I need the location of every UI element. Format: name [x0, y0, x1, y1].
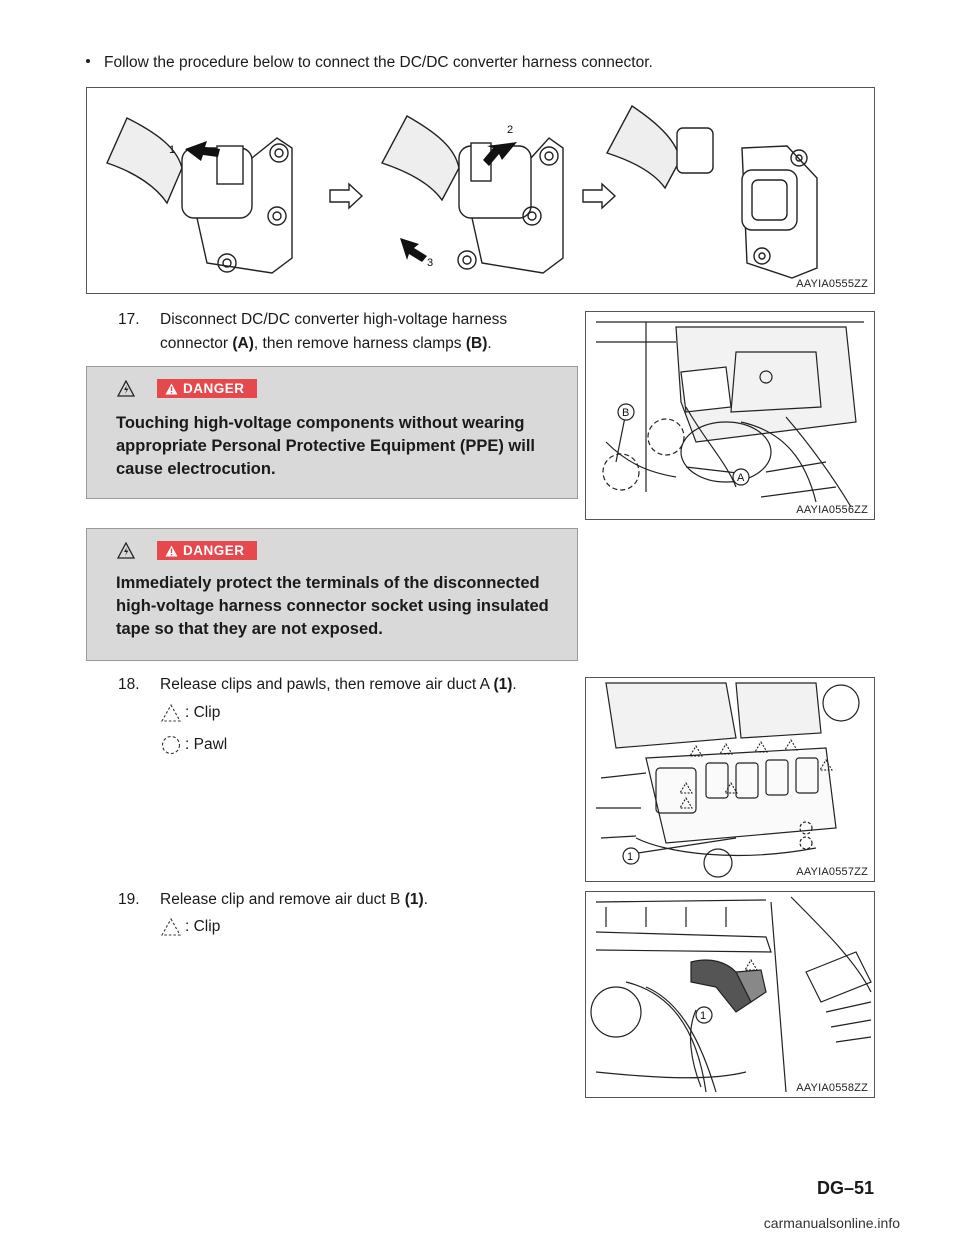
warning-icon	[165, 545, 178, 557]
figure-code: AAYIA0558ZZ	[796, 1082, 868, 1094]
danger-badge	[157, 541, 257, 560]
danger-box-ppe	[86, 366, 578, 499]
intro-text: Follow the procedure below to connect the DC/DC converter harness connector.	[104, 54, 653, 71]
high-voltage-icon	[117, 380, 135, 398]
danger-line: Immediately protect the terminals of the disconnected	[116, 574, 540, 592]
danger-line: high-voltage harness connector socket using insulated	[116, 597, 549, 615]
step-text	[118, 673, 558, 697]
step-17-line2	[160, 332, 558, 356]
danger-header	[117, 379, 257, 398]
danger-label: DANGER	[183, 381, 245, 396]
text: connector	[160, 335, 233, 352]
legend-text: : Clip	[185, 704, 221, 721]
clip-symbol-icon	[161, 704, 181, 722]
page-number: DG–51	[816, 1178, 874, 1198]
danger-line: tape so that they are not exposed.	[116, 620, 383, 638]
danger-box-terminals	[86, 528, 578, 661]
figure-code: AAYIA0555ZZ	[796, 278, 868, 290]
step-number: 18.	[118, 676, 140, 693]
legend-clip	[161, 704, 220, 722]
step-19	[118, 888, 558, 912]
text: .	[423, 891, 428, 908]
ref-b: (B)	[465, 335, 488, 352]
callout-1: 1	[169, 144, 176, 156]
text: , then remove harness clamps	[253, 335, 466, 352]
step-text	[118, 888, 558, 912]
danger-badge	[157, 379, 257, 398]
step-17	[118, 308, 558, 356]
danger-line: Touching high-voltage components without wearing	[116, 414, 525, 432]
step-number: 19.	[118, 891, 140, 908]
ref-1: (1)	[404, 891, 424, 908]
legend-clip-19	[161, 918, 220, 936]
air-duct-a-illustration	[586, 678, 874, 881]
danger-line: appropriate Personal Protective Equipment (PPE) will	[116, 437, 536, 455]
step-number: 17.	[118, 311, 140, 328]
danger-text	[116, 412, 557, 481]
legend-text: : Clip	[185, 918, 221, 935]
danger-label: DANGER	[183, 543, 245, 558]
intro-bullet	[86, 54, 653, 72]
bullet-dot	[86, 59, 90, 63]
callout-3: 3	[427, 257, 434, 269]
text: .	[512, 676, 517, 693]
clip-symbol-icon	[161, 918, 181, 936]
ref-a: (A)	[232, 335, 254, 352]
step-text	[118, 308, 558, 356]
legend-pawl	[161, 735, 227, 755]
legend-text: : Pawl	[185, 736, 228, 753]
figure-code: AAYIA0557ZZ	[796, 866, 868, 878]
watermark: carmanualsonline.info	[763, 1215, 900, 1231]
callout-a: A	[737, 472, 745, 484]
callout-2: 2	[507, 124, 514, 136]
harness-connector-illustration	[586, 312, 874, 519]
warning-icon	[165, 383, 178, 395]
step-18	[118, 673, 558, 697]
callout-1: 1	[700, 1010, 707, 1022]
text: Release clips and pawls, then remove air duct A	[160, 676, 494, 693]
figure-harness-connector	[585, 311, 875, 520]
danger-line: cause electrocution.	[116, 460, 276, 478]
air-duct-b-illustration	[586, 892, 874, 1097]
step-17-line1: Disconnect DC/DC converter high-voltage harness	[160, 311, 508, 328]
connector-procedure-illustration	[87, 88, 874, 293]
text: .	[487, 335, 492, 352]
figure-air-duct-b	[585, 891, 875, 1098]
high-voltage-icon	[117, 542, 135, 560]
figure-air-duct-a	[585, 677, 875, 882]
text: Release clip and remove air duct B	[160, 891, 405, 908]
figure-code: AAYIA0556ZZ	[796, 504, 868, 516]
danger-text	[116, 572, 557, 641]
danger-header	[117, 541, 257, 560]
figure-connector-procedure	[86, 87, 875, 294]
ref-1: (1)	[493, 676, 513, 693]
callout-b: B	[622, 407, 630, 419]
pawl-symbol-icon	[161, 735, 181, 755]
callout-1: 1	[627, 851, 634, 863]
